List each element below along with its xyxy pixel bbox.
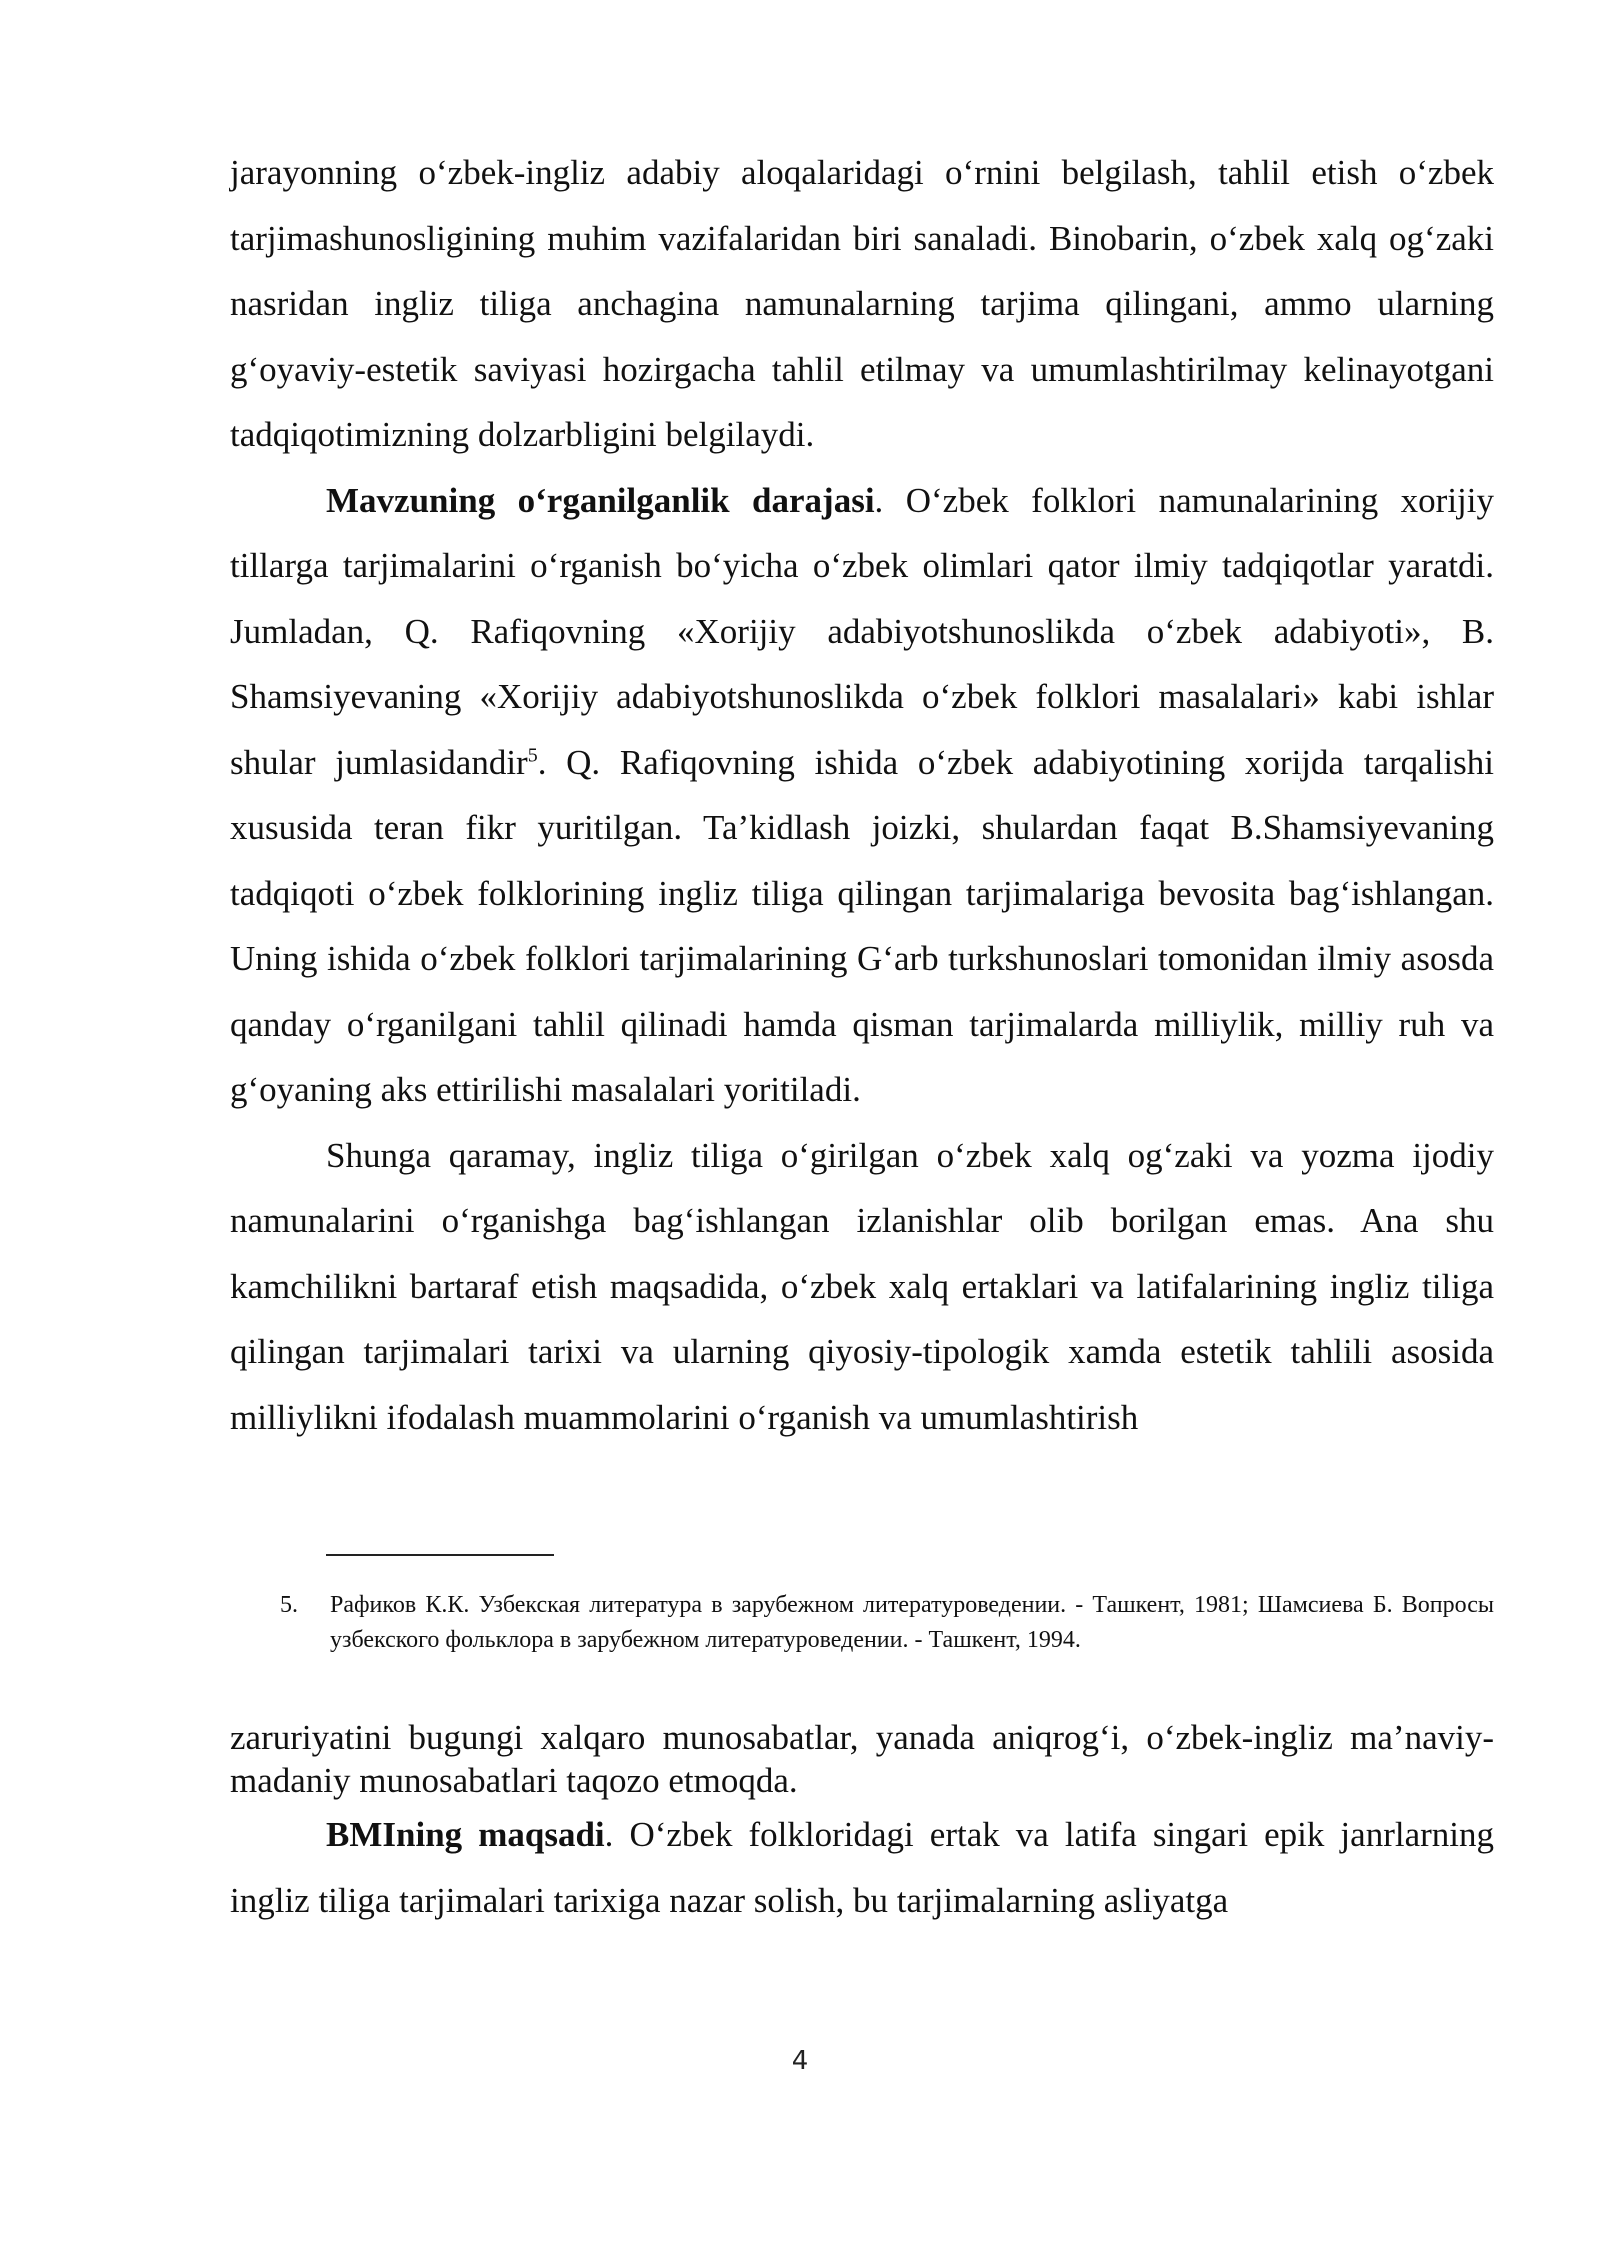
- paragraph-goal-text: . O‘zbek folkloridagi ertak va latifa singari epik janrlarning ingliz tiliga tarjimalari tarixiga nazar solish, bu tarjimalarning asliyatga: [230, 1815, 1494, 1920]
- footnote-text: Рафиков К.К. Узбекская литература в зарубежном литературоведении. - Ташкент, 1981; Шамсиева Б. Вопросы узбекского фольклора в зарубежном литературоведении. - Ташкент, 1994.: [330, 1592, 1494, 1653]
- paragraph-degree-of-study: [230, 468, 1494, 1123]
- footnote: [280, 1588, 1494, 1658]
- paragraph-goal: [230, 1802, 1494, 1933]
- paragraph-text-a: . O‘zbek folklori namunalarining xorijiy tillarga tarjimalarini o‘rganish bo‘yicha o‘zbek olimlari qator ilmiy tadqiqotlar yaratdi. Jumladan, Q. Rafiqovning «Xorijiy adabiyotshunoslikda o‘zbek adabiyoti», B. Shamsiyevaning «Xorijiy adabiyotshunoslikda o‘zbek folklori masalalari» kabi ishlar shular jumlasidandir: [230, 480, 1495, 782]
- paragraph-relevance: jarayonning o‘zbek-ingliz adabiy aloqalaridagi o‘rnini belgilash, tahlil etish o‘zbek tarjimashunosligining muhim vazifalaridan biri sanaladi. Binobarin, o‘zbek xalq og‘zaki nasridan ingliz tiliga anchagina namunalarning tarjima qilingani, ammo ularning g‘oyaviy-estetik saviyasi hozirgacha tahlil etilmay va umumlashtirilmay kelinayotgani tadqiqotimizning dolzarbligini belgilaydi.: [230, 153, 1494, 454]
- paragraph-text-b: . Q. Rafiqovning ishida o‘zbek adabiyotining xorijda tarqalishi xususida teran fikr yuritilgan. Ta’kidlash joizki, shulardan faqat B.Shamsiyevaning tadqiqoti o‘zbek folklorining ingliz tiliga qilingan tarjimalariga bevosita bag‘ishlangan. Uning ishida o‘zbek folklori tarjimalarining G‘arb turkshunoslari tomonidan ilmiy asosda qanday o‘rganilgani tahlil qilinadi hamda qisman tarjimalarda milliylik, milliy ruh va g‘oyaning aks ettirilishi masalalari yoritiladi.: [230, 742, 1494, 1109]
- continuation-text: [230, 1716, 1494, 1933]
- footnote-separator: [326, 1554, 554, 1556]
- paragraph-continuation: zaruriyatini bugungi xalqaro munosabatlar, yanada aniqrog‘i, o‘zbek-ingliz ma’naviy-madaniy munosabatlari taqozo etmoqda.: [230, 1718, 1494, 1800]
- section-heading-goal: BMIning maqsadi: [326, 1815, 605, 1854]
- paragraph-however: Shunga qaramay, ingliz tiliga o‘girilgan o‘zbek xalq og‘zaki va yozma ijodiy namunalarini o‘rganishga bag‘ishlangan izlanishlar olib borilgan emas. Ana shu kamchilikni bartaraf etish maqsadida, o‘zbek xalq ertaklari va latifalarining ingliz tiliga qilingan tarjimalari tarixi va ularning qiyosiy-tipologik xamda estetik tahlili asosida milliylikni ifodalash muammolarini o‘rganish va umumlashtirish: [230, 1135, 1494, 1437]
- section-heading-degree-of-study: Mavzuning o‘rganilganlik darajasi: [326, 480, 875, 520]
- footnote-number: 5.: [280, 1592, 298, 1618]
- main-text: [230, 140, 1494, 1450]
- footnote-reference[interactable]: 5: [527, 743, 538, 766]
- page-number: 4: [791, 2046, 809, 2076]
